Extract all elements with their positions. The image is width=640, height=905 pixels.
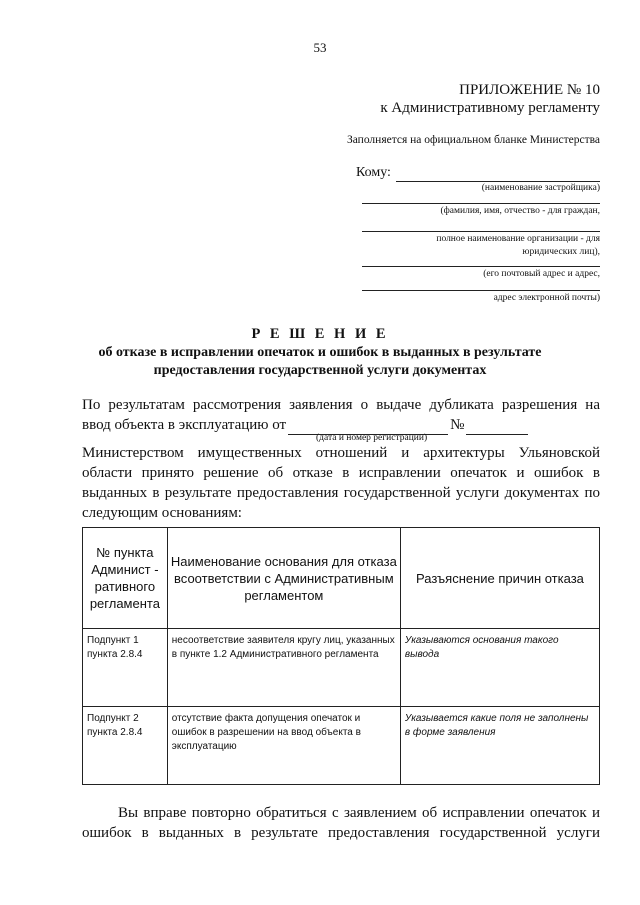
row-point: Подпункт 1 пункта 2.8.4 — [83, 629, 168, 707]
decision-title: Р Е Ш Е Н И Е — [251, 326, 389, 342]
paragraph-1-line2 — [82, 415, 528, 435]
recipient-hint-2: (фамилия, имя, отчество - для граждан, — [440, 206, 600, 216]
row-reason: отсутствие факта допущения опечаток и ошибок в разрешении на ввод объекта в эксплуатацию — [167, 707, 400, 785]
table-row — [83, 707, 600, 785]
annex-subtitle: к Административному регламенту — [380, 100, 600, 116]
recipient-line — [362, 290, 600, 291]
reasons-table — [82, 527, 600, 785]
paragraph-3: Вы вправе повторно обратиться с заявлением об исправлении опечаток и ошибок в выданных в результате предоставления государственной услуги — [82, 805, 600, 841]
recipient-line — [362, 231, 600, 232]
number-blank — [466, 420, 528, 435]
recipient-hint-6: адрес электронной почты) — [493, 293, 600, 303]
row-reason: несоответствие заявителя кругу лиц, указанных в пункте 1.2 Административного регламента — [167, 629, 400, 707]
paragraph-1-line1: По результатам рассмотрения заявления о выдаче дубликата разрешения на — [82, 397, 600, 413]
header-point: № пункта Админист - ративного регламента — [83, 528, 168, 629]
decision-subtitle-line2: предоставления государственной услуги документах — [153, 363, 487, 378]
recipient-hint-5: (его почтовый адрес и адрес, — [483, 269, 600, 279]
row-point: Подпункт 2 пункта 2.8.4 — [83, 707, 168, 785]
recipient-label: Кому: — [356, 165, 391, 180]
header-explanation: Разъяснение причин отказа — [400, 528, 599, 629]
header-reason: Наименование основания для отказа всоответствии с Административным регламентом — [167, 528, 400, 629]
recipient-line — [362, 266, 600, 267]
recipient-hint-1: (наименование застройщика) — [481, 183, 600, 193]
annex-title: ПРИЛОЖЕНИЕ № 10 — [459, 82, 600, 98]
filled-note: Заполняется на официальном бланке Министерства — [346, 134, 600, 146]
paragraph-2: Министерством имущественных отношений и архитектуры Ульяновской области принято решение об отказе в исправлении опечаток и ошибок в выданных в результате предоставления государственной услуги документах по следующим основаниям: — [82, 445, 600, 521]
recipient-line — [396, 181, 600, 182]
decision-subtitle-line1: об отказе в исправлении опечаток и ошибок в выданных в результате — [98, 345, 542, 360]
recipient-hint-4: юридических лиц), — [522, 247, 600, 257]
page-number: 53 — [313, 40, 327, 55]
table-header-row — [83, 528, 600, 629]
recipient-line — [362, 203, 600, 204]
row-explanation: Указывается какие поля не заполнены в форме заявления — [400, 707, 599, 785]
paragraph-1-line2-text: ввод объекта в эксплуатацию от — [82, 417, 287, 433]
recipient-hint-3: полное наименование организации - для — [436, 234, 600, 244]
number-sign: № — [450, 417, 465, 433]
date-number-hint: (дата и номер регистрации) — [316, 433, 428, 443]
table-row — [83, 629, 600, 707]
row-explanation: Указываются основания такого вывода — [400, 629, 599, 707]
